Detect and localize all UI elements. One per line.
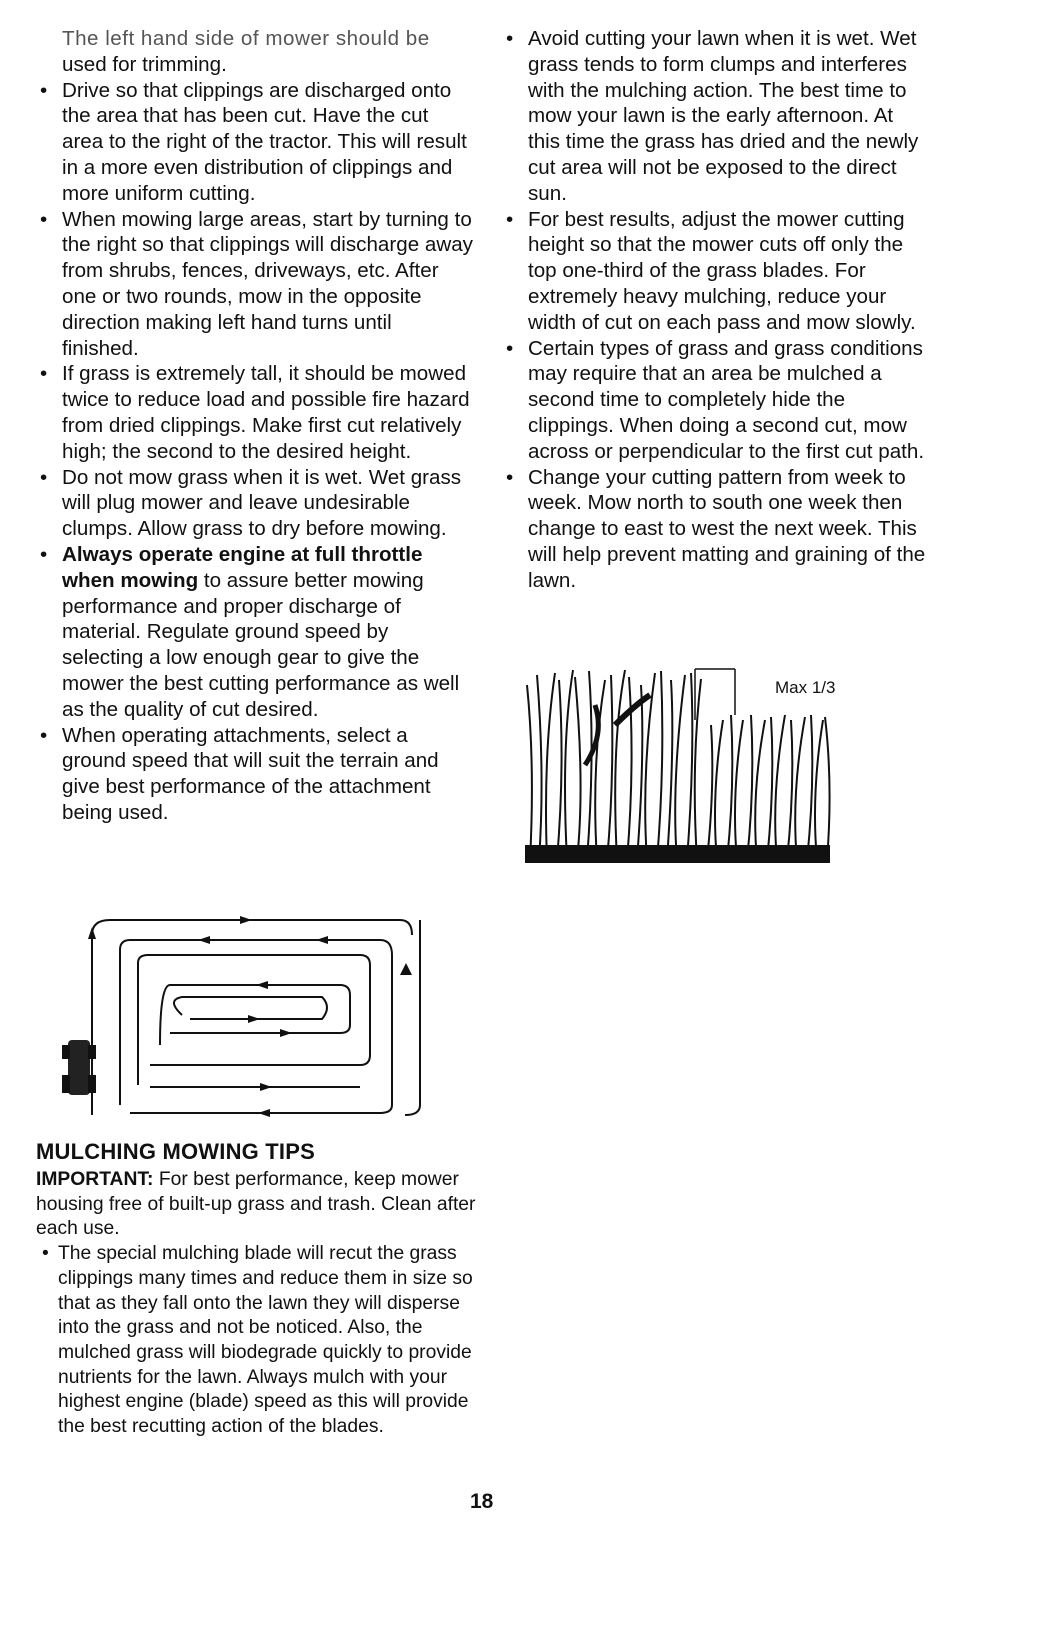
list-item: • If grass is extremely tall, it should be mowed twice to reduce load and possible fire hazard from dried clippings. Make first cut relatively high; the second to the desired height. bbox=[34, 361, 474, 464]
list-item: • Change your cutting pattern from week to week. Mow north to south one week then change to east to west the next week. This will help prevent matting and graining of the lawn. bbox=[500, 465, 930, 594]
continuation-text: used for trimming. bbox=[62, 52, 227, 76]
max-one-third-label: Max 1/3 bbox=[775, 678, 836, 697]
list-item: • Avoid cutting your lawn when it is wet. Wet grass tends to form clumps and interferes with the mulching action. The best time to mow your lawn is the early afternoon. At this time the grass has dried and the newly cut area will not be exposed to the direct sun. bbox=[500, 26, 930, 207]
important-label: IMPORTANT: bbox=[36, 1169, 154, 1190]
soil-base bbox=[525, 845, 830, 863]
left-column bbox=[34, 26, 474, 826]
list-item: • When mowing large areas, start by turning to the right so that clippings will discharge away from shrubs, fences, driveways, etc. After one or two rounds, mow in the opposite direction making left hand turns until finished. bbox=[34, 207, 474, 362]
list-item: • For best results, adjust the mower cutting height so that the mower cuts off only the top one-third of the grass blades. For extremely heavy mulching, reduce your width of cut on each pass and mow slowly. bbox=[500, 207, 930, 336]
tractor-icon bbox=[62, 1040, 96, 1095]
max-one-third-marker bbox=[695, 669, 735, 720]
list-item: • Do not mow grass when it is wet. Wet grass will plug mower and leave undesirable clumps. Allow grass to dry before mowing. bbox=[34, 465, 474, 542]
continued-item bbox=[34, 26, 474, 78]
list-item: • Certain types of grass and grass conditions may require that an area be mulched a second time to completely hide the clippings. When doing a second cut, mow across or perpendicular to the first cut path. bbox=[500, 336, 930, 465]
right-bullet-list bbox=[500, 26, 930, 594]
list-item: • Always operate engine at full throttle when mowing to assure better mowing performance and proper discharge of material. Regulate ground speed by selecting a low enough gear to give the mower the best cutting performance as well as the quality of cut desired. bbox=[34, 542, 474, 723]
page-number: 18 bbox=[470, 1490, 494, 1513]
left-bullet-list bbox=[34, 78, 474, 826]
list-item: • Drive so that clippings are discharged onto the area that has been cut. Have the cut area to the right of the tractor. This will result in a more even distribution of clippings and more uniform cutting. bbox=[34, 78, 474, 207]
mowing-pattern-diagram bbox=[60, 915, 440, 1120]
bold-warning: Always operate engine at full throttle when mowing bbox=[62, 542, 423, 592]
partial-top-line: The left hand side of mower should be bbox=[62, 27, 430, 50]
grass-blades bbox=[527, 670, 830, 860]
mulching-bullet-list bbox=[36, 1242, 476, 1440]
list-item: • When operating attachments, select a ground speed that will suit the terrain and give best performance of the attachment being used. bbox=[34, 723, 474, 826]
section-heading: MULCHING MOWING TIPS bbox=[36, 1139, 315, 1164]
mulching-tips-section bbox=[36, 1138, 476, 1440]
list-item: • The special mulching blade will recut the grass clippings many times and reduce them in size so that as they fall onto the lawn they will disperse into the grass and not be noticed. Also, the mulched grass will biodegrade quickly to provide nutrients for the lawn. Always mulch with your highest engine (blade) speed as this will provide the best recutting action of the blades. bbox=[36, 1242, 476, 1440]
right-column bbox=[500, 26, 930, 594]
important-note: IMPORTANT: For best performance, keep mower housing free of built-up grass and trash. Clean after each use. bbox=[36, 1169, 476, 1240]
mowing-path-loops bbox=[92, 920, 420, 1115]
